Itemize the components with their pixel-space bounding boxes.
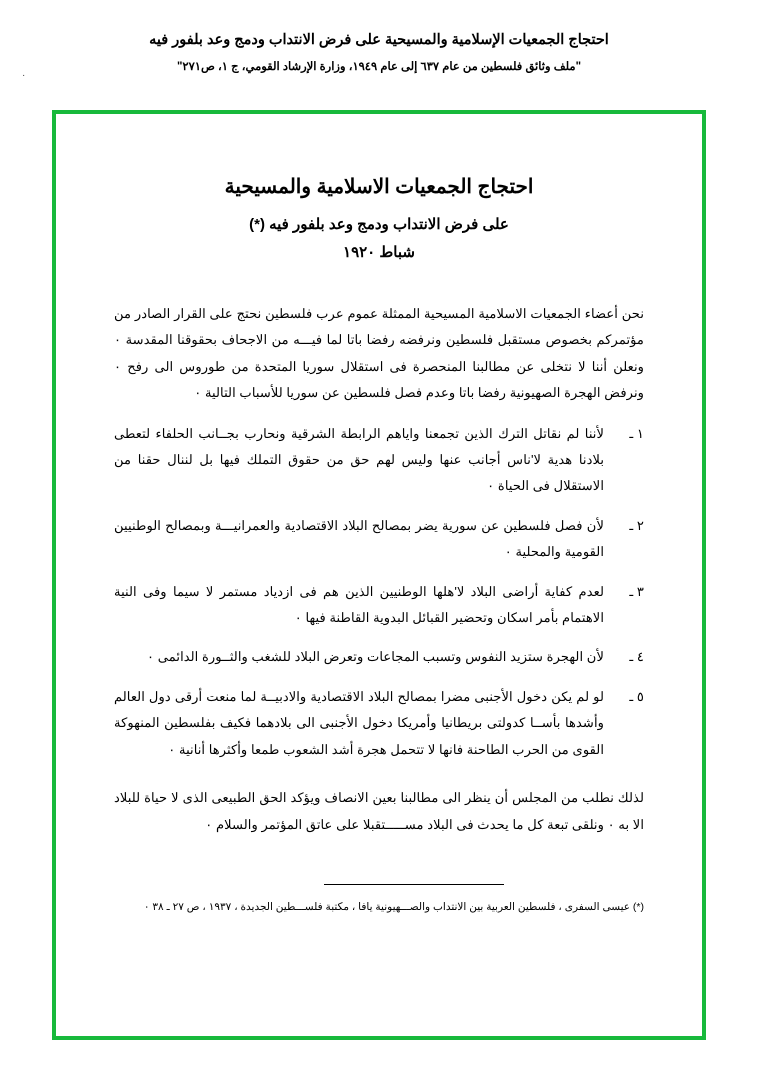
list-item-number: ٣ ـ (629, 583, 644, 599)
document-body (56, 114, 702, 918)
list-item-number: ٢ ـ (629, 517, 644, 533)
list-item (114, 644, 644, 670)
document-content (114, 301, 644, 838)
list-item (114, 421, 644, 500)
footnote-divider (324, 884, 504, 885)
list-item (114, 684, 644, 763)
page-margin-tick: · (22, 70, 26, 81)
document-date: شباط ١٩٢٠ (343, 244, 415, 261)
closing-paragraph: لذلك نطلب من المجلس أن ينظر الى مطالبنا بعين الانصاف ويؤكد الحق الطبيعى الذى لا حياة للبلاد الا به ٠ ونلقى تبعة كل ما يحدث فى البلاد مســـــتقبلا على عاتق المؤتمر والسلام ٠ (114, 790, 644, 832)
footnote-text: (*) عيسى السفرى ، فلسطين العربية بين الانتداب والصـــهيونية يافا ، مكتبة فلســـطين الجديدة ، ١٩٣٧ ، ص ٢٧ ـ ٣٨ ٠ (143, 900, 644, 913)
intro-paragraph: نحن أعضاء الجمعيات الاسلامية المسيحية الممثلة عموم عرب فلسطين نحتج على القرار الصادر من مؤتمركم بخصوص مستقبل فلسطين ونرفضه رفضا باتا لما فيـــه من الاجحاف بحقوقنا المقدسة ٠ ونعلن أننا لا نتخلى عن مطالبنا المنحصرة فى استقلال سوريا المتحدة من طوروس الى رفح ٠ ونرفض الهجرة الصهيونية رفضا باتا وعدم فصل فلسطين عن سوريا للأسباب التالية ٠ (114, 306, 644, 401)
list-item-number: ٥ ـ (629, 688, 644, 704)
list-item-number: ١ ـ (629, 425, 644, 441)
list-item-text: لعدم كفاية أراضى البلاد لا'هلها الوطنيين الذين هم فى ازدياد مستمر لا سيما وفى النية الاهتمام بأمر اسكان وتحضير القبائل البدوية القاطنة فيها ٠ (114, 583, 604, 626)
header-title: احتجاج الجمعيات الإسلامية والمسيحية على فرض الانتداب ودمج وعد بلفور فيه (149, 32, 609, 48)
document-frame (52, 110, 706, 1040)
list-item-text: لو لم يكن دخول الأجنبى مضرا بمصالح البلاد الاقتصادية والادبيــة لما منعت أرقى دول العالم وأشدها بأســا كدولتى بريطانيا وأمريكا دخول الأجنبى الى بلادهما فكيف بفلسطين المنهوكة القوى من الحرب الطاحنة فانها لا تتحمل هجرة أشد الشعوب طمعا وأكثرها أنانية ٠ (114, 688, 604, 757)
list-item-text: لأن الهجرة ستزيد النفوس وتسبب المجاعات وتعرض البلاد للشغب والثــورة الدائمى ٠ (147, 649, 604, 665)
list-item-text: لأن فصل فلسطين عن سورية يضر بمصالح البلاد الاقتصادية والعمرانيـــة وبمصالح الوطنيين القومية والمحلية ٠ (114, 517, 604, 560)
list-item-number: ٤ ـ (629, 649, 644, 665)
page-header (0, 0, 758, 73)
list-item-text: لأننا لم نقاتل الترك الذين تجمعنا واياهم الرابطة الشرقية ونحارب بجــانب الحلفاء لتعطى بلادنا هدية لا'ناس أجانب عنها وليس لهم حق من حقوق التملك فيها بل لننال حقنا من الاستقلال فى الحياة ٠ (114, 425, 604, 494)
list-item (114, 579, 644, 632)
list-item (114, 513, 644, 566)
document-title: احتجاج الجمعيات الاسلامية والمسيحية (224, 176, 534, 198)
header-source-citation: "ملف وثائق فلسطين من عام ٦٣٧ إلى عام ١٩٤٩، وزارة الإرشاد القومي، ج ١، ص٢٧١" (176, 61, 582, 74)
document-subtitle: على فرض الانتداب ودمج وعد بلفور فيه (*) (249, 216, 509, 233)
